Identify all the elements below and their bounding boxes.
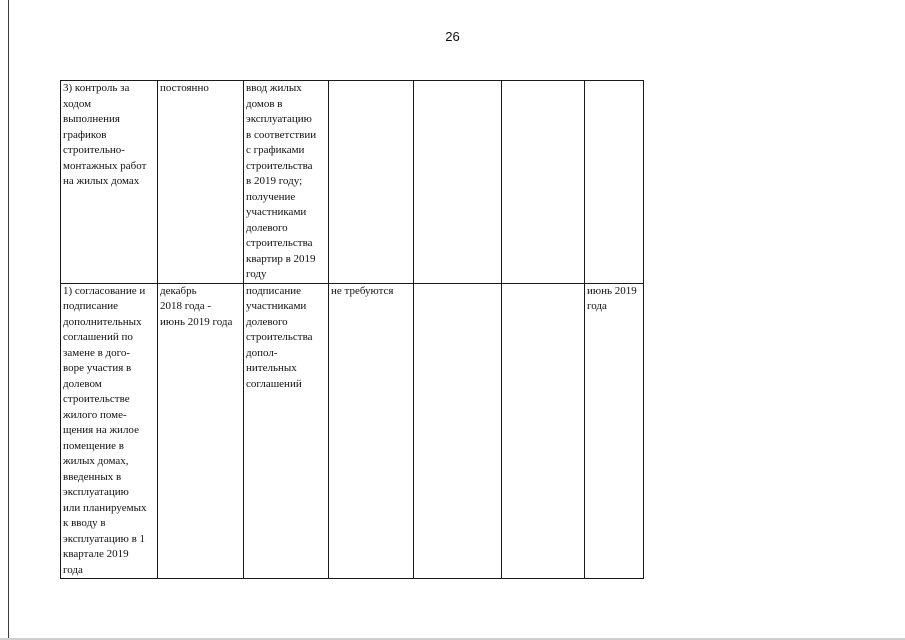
table-cell-col7	[585, 81, 644, 284]
table-cell-col6	[502, 283, 585, 579]
table-cell-result: подписание участниками долевого строительства допол- нительных соглашений	[244, 283, 329, 579]
table-cell-result: ввод жилых домов в эксплуатацию в соответствии с графиками строительства в 2019 году; получение участниками долевого строительства квартир в 2019 году	[244, 81, 329, 284]
table-cell-col4	[329, 81, 414, 284]
table-cell-term: декабрь 2018 года - июнь 2019 года	[158, 283, 244, 579]
table-cell-col7: июнь 2019 года	[585, 283, 644, 579]
table-row	[61, 81, 644, 284]
table-row	[61, 283, 644, 579]
table-cell-col5	[414, 283, 502, 579]
table-cell-measure: 3) контроль за ходом выполнения графиков строительно- монтажных работ на жилых домах	[61, 81, 158, 284]
table-cell-measure: 1) согласование и подписание дополнительных соглашений по замене в дого- воре участия в долевом строительстве жилого поме- щения на жилое помещение в жилых домах, введенных в эксплуатацию или планируемых к вводу в эксплуатацию в 1 квартале 2019 года	[61, 283, 158, 579]
plan-table	[60, 80, 644, 579]
scan-edge-left	[8, 0, 9, 640]
table-cell-col6	[502, 81, 585, 284]
table-cell-term: постоянно	[158, 81, 244, 284]
table-cell-col5	[414, 81, 502, 284]
page-number: 26	[445, 29, 460, 44]
table-cell-col4: не требуются	[329, 283, 414, 579]
